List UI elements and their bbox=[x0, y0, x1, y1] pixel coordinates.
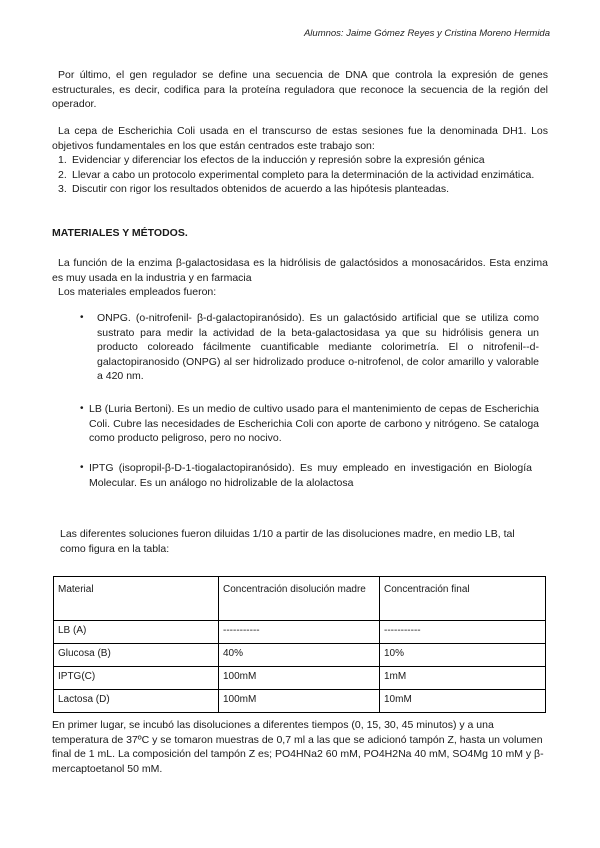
concentration-table bbox=[53, 576, 546, 713]
dilution-paragraph: Las diferentes soluciones fueron diluidas 1/10 a partir de las disoluciones madre, en medio LB, tal como figura en la tabla: bbox=[60, 528, 515, 555]
material-item-lb: LB (Luria Bertoni). Es un medio de cultivo usado para el mantenimiento de cepas de Escherichia Coli. Cubre las necesidades de Escherichia Coli con aporte de carbono y nitrógeno. Se cataloga como producto peligroso, pero no nocivo. bbox=[89, 403, 539, 444]
objective-number: 1. bbox=[58, 154, 67, 166]
strain-paragraph: La cepa de Escherichia Coli usada en el transcurso de estas sesiones fue la denominada DH1. Los objetivos fundamentales en los que están centrados este trabajo son: bbox=[52, 125, 548, 152]
table-row bbox=[54, 621, 546, 644]
procedure-paragraph: En primer lugar, se incubó las disoluciones a diferentes tiempos (0, 15, 30, 45 minutos) y a una temperatura de 37ºC y se tomaron muestras de 0,7 ml a las que se adicionó tampón Z, hasta un volumen final de 1 mL. La composición del tampón Z es; PO4HNa2 60 mM, PO4H2Na 40 mM, SO4Mg 10 mM y β-mercaptoetanol 50 mM. bbox=[52, 719, 544, 775]
objective-item bbox=[52, 168, 552, 183]
table-cell: 40% bbox=[219, 644, 380, 667]
table-cell: IPTG(C) bbox=[54, 667, 219, 690]
material-item-onpg: ONPG. (o-nitrofenil- β-d-galactopiranósido). Es un galactósido artificial que se utiliza como sustrato para medir la actividad de la beta-galactosidasa ya que su hidrólisis genera un producto coloreado fácilmente cuantificable mediante colorimetría. El o nitrofenil--d- galactopiranosido (ONPG) al ser hidrolizado produce o-nitrofenol, de color amarillo y valorable a 420 nm. bbox=[97, 312, 539, 382]
table-row bbox=[54, 690, 546, 713]
objective-text: Evidenciar y diferenciar los efectos de la inducción y represión sobre la expresión génica bbox=[72, 154, 485, 166]
section-title: MATERIALES Y MÉTODOS. bbox=[52, 227, 188, 239]
intro-paragraph: Por último, el gen regulador se define una secuencia de DNA que controla la expresión de genes estructurales, es decir, codifica para la proteína reguladora que reconoce la secuencia de la región del operador. bbox=[52, 69, 548, 110]
function-paragraph: La función de la enzima β-galactosidasa es la hidrólisis de galactósidos a monosacáridos. Esta enzima es muy usada en la industria y en farmacia bbox=[52, 257, 548, 284]
table-cell: ----------- bbox=[380, 621, 546, 644]
table-cell: 100mM bbox=[219, 667, 380, 690]
table-cell: Lactosa (D) bbox=[54, 690, 219, 713]
objective-text: Llevar a cabo un protocolo experimental completo para la determinación de la actividad enzimática. bbox=[72, 168, 535, 181]
table-cell: Glucosa (B) bbox=[54, 644, 219, 667]
table-cell: 1mM bbox=[380, 667, 546, 690]
materials-intro: Los materiales empleados fueron: bbox=[58, 286, 217, 298]
table-header-row bbox=[54, 577, 546, 621]
objectives-list bbox=[52, 153, 552, 197]
table-header-cell: Material bbox=[54, 577, 219, 621]
objective-number: 2. bbox=[58, 168, 67, 181]
table-header-cell: Concentración final bbox=[380, 577, 546, 621]
table-row bbox=[54, 644, 546, 667]
table-cell: ----------- bbox=[219, 621, 380, 644]
table-cell: LB (A) bbox=[54, 621, 219, 644]
objective-item bbox=[52, 153, 552, 168]
bullet-icon: • bbox=[80, 312, 84, 323]
bullet-icon: • bbox=[80, 462, 84, 473]
table-cell: 10% bbox=[380, 644, 546, 667]
objective-text: Discutir con rigor los resultados obtenidos de acuerdo a las hipótesis planteadas. bbox=[72, 183, 450, 195]
objective-number: 3. bbox=[58, 183, 67, 195]
table-row bbox=[54, 667, 546, 690]
table-cell: 10mM bbox=[380, 690, 546, 713]
table-header-cell: Concentración disolución madre bbox=[219, 577, 380, 621]
bullet-icon: • bbox=[80, 403, 84, 414]
objective-item bbox=[52, 182, 552, 197]
material-item-iptg: IPTG (isopropil-β-D-1-tiogalactopiranósido). Es muy empleado en investigación en Biología Molecular. Es un análogo no hidrolizable de la alolactosa bbox=[89, 462, 532, 489]
table-cell: 100mM bbox=[219, 690, 380, 713]
page-header-authors: Alumnos: Jaime Gómez Reyes y Cristina Moreno Hermida bbox=[303, 28, 550, 39]
